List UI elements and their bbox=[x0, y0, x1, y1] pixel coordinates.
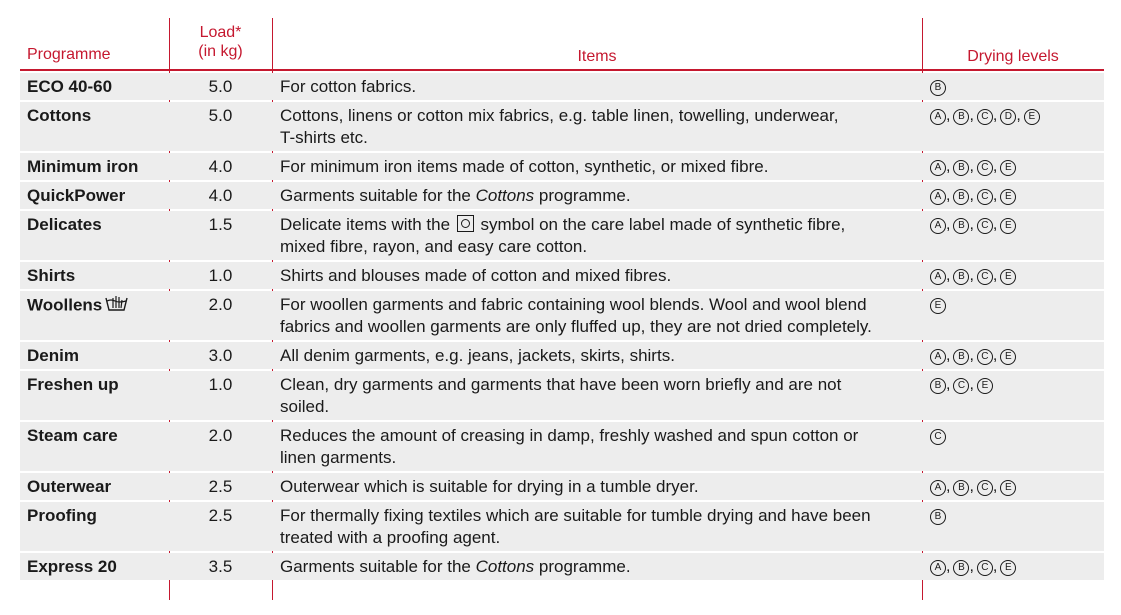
drying-level-badge: E bbox=[1000, 160, 1016, 176]
drying-level-badge: B bbox=[953, 269, 969, 285]
items-line: For minimum iron items made of cotton, synthetic, or mixed fibre. bbox=[280, 157, 769, 176]
programme-name: Denim bbox=[27, 346, 79, 365]
drying-level-badge: C bbox=[977, 218, 993, 234]
level-separator: , bbox=[969, 216, 974, 233]
drying-level-badge: E bbox=[1000, 480, 1016, 496]
load-cell: 1.0 bbox=[208, 375, 233, 394]
drying-level-badge: C bbox=[977, 189, 993, 205]
programme-name: Woollens bbox=[27, 295, 103, 315]
drying-levels-cell bbox=[922, 553, 1104, 580]
items-line: Cottons, linens or cotton mix fabrics, e.g. table linen, towelling, underwear, bbox=[280, 106, 839, 125]
drying-levels-cell bbox=[922, 342, 1104, 369]
level-separator: , bbox=[992, 216, 998, 233]
level-separator: , bbox=[946, 347, 951, 364]
items-line: linen garments. bbox=[280, 448, 397, 467]
drying-level-badge: B bbox=[930, 509, 946, 525]
drying-levels-cell bbox=[922, 262, 1104, 289]
drying-level-badge: B bbox=[930, 80, 946, 96]
drying-level-badge: A bbox=[930, 109, 946, 125]
items-line: Outerwear which is suitable for drying in a tumble dryer. bbox=[280, 477, 699, 496]
load-cell: 5.0 bbox=[208, 77, 233, 96]
items-line: soiled. bbox=[280, 397, 330, 416]
items-line: mixed fibre, rayon, and easy care cotton. bbox=[280, 237, 588, 256]
drying-level-badge: D bbox=[1000, 109, 1016, 125]
drying-level-badge: A bbox=[930, 189, 946, 205]
programme-name: Shirts bbox=[27, 266, 76, 285]
drying-level-badge: E bbox=[1000, 560, 1016, 576]
drying-level-badge: B bbox=[953, 160, 969, 176]
drying-level-badge: B bbox=[953, 480, 969, 496]
table-row bbox=[20, 153, 1104, 180]
level-separator: , bbox=[946, 376, 951, 393]
hand-wash-icon bbox=[105, 294, 129, 318]
programme-name: Delicates bbox=[27, 215, 102, 234]
programme-cell bbox=[20, 153, 169, 180]
drying-level-badge: A bbox=[930, 560, 946, 576]
items-text: Garments suitable for the bbox=[280, 557, 476, 576]
level-separator: , bbox=[946, 267, 951, 284]
programme-cell bbox=[20, 422, 169, 471]
table-row bbox=[20, 473, 1104, 500]
table-row bbox=[20, 102, 1104, 151]
programme-cell bbox=[20, 342, 169, 369]
items-line: For woollen garments and fabric containing wool blends. Wool and wool blend bbox=[280, 295, 867, 314]
programme-name: Steam care bbox=[27, 426, 118, 445]
drying-level-badge: B bbox=[930, 378, 946, 394]
header-load-line1: Load* bbox=[199, 24, 242, 41]
drying-level-badge: C bbox=[977, 160, 993, 176]
table-row bbox=[20, 342, 1104, 369]
items-text: symbol on the care label made of synthetic fibre, bbox=[475, 215, 846, 234]
items-cell bbox=[272, 73, 922, 100]
programme-name: ECO 40-60 bbox=[27, 77, 113, 96]
load-cell: 2.5 bbox=[208, 477, 233, 496]
level-separator: , bbox=[992, 158, 998, 175]
drying-level-badge: C bbox=[977, 349, 993, 365]
table-row bbox=[20, 211, 1104, 260]
drying-levels-cell bbox=[922, 502, 1104, 551]
header-load bbox=[169, 23, 272, 61]
load-cell: 1.0 bbox=[208, 266, 233, 285]
level-separator: , bbox=[969, 347, 974, 364]
items-cell bbox=[272, 342, 922, 369]
programme-cell bbox=[20, 262, 169, 289]
drying-level-badge: E bbox=[1000, 269, 1016, 285]
drying-level-badge: A bbox=[930, 349, 946, 365]
table-row bbox=[20, 371, 1104, 420]
drying-levels-cell bbox=[922, 211, 1104, 260]
items-line: Reduces the amount of creasing in damp, freshly washed and spun cotton or bbox=[280, 426, 859, 445]
items-cell bbox=[272, 102, 922, 151]
load-cell: 2.0 bbox=[208, 426, 233, 445]
programme-table bbox=[20, 14, 1104, 580]
level-separator: , bbox=[992, 107, 998, 124]
table-header bbox=[20, 14, 1104, 71]
drying-level-badge: B bbox=[953, 349, 969, 365]
items-line: treated with a proofing agent. bbox=[280, 528, 501, 547]
drying-levels-cell bbox=[922, 291, 1104, 340]
drying-level-badge: B bbox=[953, 218, 969, 234]
drying-levels-cell bbox=[922, 182, 1104, 209]
drying-level-badge: A bbox=[930, 218, 946, 234]
programme-cell bbox=[20, 182, 169, 209]
drying-level-badge: A bbox=[930, 160, 946, 176]
drying-level-badge: E bbox=[1000, 189, 1016, 205]
level-separator: , bbox=[1016, 107, 1021, 124]
items-line bbox=[280, 214, 915, 236]
drying-level-badge: C bbox=[977, 109, 993, 125]
load-cell: 2.0 bbox=[208, 295, 233, 314]
level-separator: , bbox=[969, 107, 974, 124]
header-programme: Programme bbox=[27, 46, 111, 63]
programme-name: Cottons bbox=[27, 106, 92, 125]
items-cell bbox=[272, 371, 922, 420]
drying-level-badge: E bbox=[1024, 109, 1040, 125]
items-cell bbox=[272, 553, 922, 580]
drying-levels-cell bbox=[922, 102, 1104, 151]
drying-levels-cell bbox=[922, 422, 1104, 471]
load-cell: 5.0 bbox=[208, 106, 233, 125]
items-cell bbox=[272, 422, 922, 471]
load-cell: 4.0 bbox=[208, 186, 233, 205]
programme-cell bbox=[20, 211, 169, 260]
drying-level-badge: B bbox=[953, 109, 969, 125]
items-line: For cotton fabrics. bbox=[280, 77, 417, 96]
items-line: Clean, dry garments and garments that have been worn briefly and are not bbox=[280, 375, 842, 394]
level-separator: , bbox=[946, 558, 951, 575]
drying-level-badge: E bbox=[1000, 349, 1016, 365]
header-load-line2: (in kg) bbox=[198, 43, 243, 60]
level-separator: , bbox=[969, 376, 974, 393]
items-line bbox=[280, 185, 915, 207]
drying-level-badge: A bbox=[930, 269, 946, 285]
level-separator: , bbox=[969, 187, 974, 204]
items-line: Shirts and blouses made of cotton and mixed fibres. bbox=[280, 266, 672, 285]
tumble-dry-care-icon bbox=[457, 215, 474, 232]
programme-cell bbox=[20, 553, 169, 580]
drying-level-badge: C bbox=[977, 269, 993, 285]
table-row bbox=[20, 422, 1104, 471]
level-separator: , bbox=[946, 187, 951, 204]
drying-level-badge: B bbox=[953, 189, 969, 205]
load-cell: 4.0 bbox=[208, 157, 233, 176]
items-cell bbox=[272, 211, 922, 260]
items-cell bbox=[272, 262, 922, 289]
items-text: Garments suitable for the bbox=[280, 186, 476, 205]
programme-name: Minimum iron bbox=[27, 157, 139, 176]
level-separator: , bbox=[992, 347, 998, 364]
level-separator: , bbox=[946, 478, 951, 495]
programme-name: Outerwear bbox=[27, 477, 112, 496]
drying-levels-cell bbox=[922, 371, 1104, 420]
items-cell bbox=[272, 473, 922, 500]
table-row bbox=[20, 553, 1104, 580]
header-drying-levels: Drying levels bbox=[967, 48, 1059, 65]
drying-level-badge: A bbox=[930, 480, 946, 496]
items-line: All denim garments, e.g. jeans, jackets, skirts, shirts. bbox=[280, 346, 675, 365]
table-row bbox=[20, 182, 1104, 209]
level-separator: , bbox=[992, 187, 998, 204]
drying-levels-cell bbox=[922, 73, 1104, 100]
programme-name: QuickPower bbox=[27, 186, 126, 205]
drying-levels-cell bbox=[922, 473, 1104, 500]
load-cell: 1.5 bbox=[208, 215, 233, 234]
items-text: Delicate items with the bbox=[280, 215, 455, 234]
items-cell bbox=[272, 182, 922, 209]
level-separator: , bbox=[946, 216, 951, 233]
level-separator: , bbox=[969, 158, 974, 175]
drying-level-badge: C bbox=[953, 378, 969, 394]
table-row bbox=[20, 502, 1104, 551]
load-cell: 3.0 bbox=[208, 346, 233, 365]
items-line bbox=[280, 556, 915, 578]
programme-cell bbox=[20, 502, 169, 551]
items-cell bbox=[272, 502, 922, 551]
drying-level-badge: B bbox=[953, 560, 969, 576]
drying-level-badge: C bbox=[977, 480, 993, 496]
items-cell bbox=[272, 153, 922, 180]
programme-cell bbox=[20, 371, 169, 420]
drying-level-badge: E bbox=[977, 378, 993, 394]
table-row bbox=[20, 291, 1104, 340]
level-separator: , bbox=[969, 267, 974, 284]
items-emphasis: Cottons bbox=[475, 557, 535, 576]
level-separator: , bbox=[946, 158, 951, 175]
level-separator: , bbox=[969, 478, 974, 495]
drying-levels-cell bbox=[922, 153, 1104, 180]
drying-level-badge: C bbox=[930, 429, 946, 445]
load-cell: 2.5 bbox=[208, 506, 233, 525]
programme-name: Express 20 bbox=[27, 557, 117, 576]
items-text: programme. bbox=[534, 186, 631, 205]
level-separator: , bbox=[969, 558, 974, 575]
table-body bbox=[20, 73, 1104, 580]
load-cell: 3.5 bbox=[208, 557, 233, 576]
drying-level-badge: E bbox=[930, 298, 946, 314]
programme-name: Proofing bbox=[27, 506, 97, 525]
programme-name: Freshen up bbox=[27, 375, 119, 394]
programme-cell bbox=[20, 473, 169, 500]
table-row bbox=[20, 73, 1104, 100]
programme-cell bbox=[20, 102, 169, 151]
items-line: For thermally fixing textiles which are suitable for tumble drying and have been bbox=[280, 506, 871, 525]
items-line: fabrics and woollen garments are only fluffed up, they are not dried completely. bbox=[280, 317, 872, 336]
programme-cell bbox=[20, 73, 169, 100]
drying-level-badge: E bbox=[1000, 218, 1016, 234]
items-emphasis: Cottons bbox=[475, 186, 535, 205]
table-row bbox=[20, 262, 1104, 289]
header-items: Items bbox=[577, 48, 617, 65]
level-separator: , bbox=[992, 558, 998, 575]
items-cell bbox=[272, 291, 922, 340]
level-separator: , bbox=[992, 267, 998, 284]
items-text: programme. bbox=[534, 557, 631, 576]
level-separator: , bbox=[946, 107, 951, 124]
items-line: T-shirts etc. bbox=[280, 128, 368, 147]
programme-cell bbox=[20, 291, 169, 340]
level-separator: , bbox=[992, 478, 998, 495]
drying-level-badge: C bbox=[977, 560, 993, 576]
